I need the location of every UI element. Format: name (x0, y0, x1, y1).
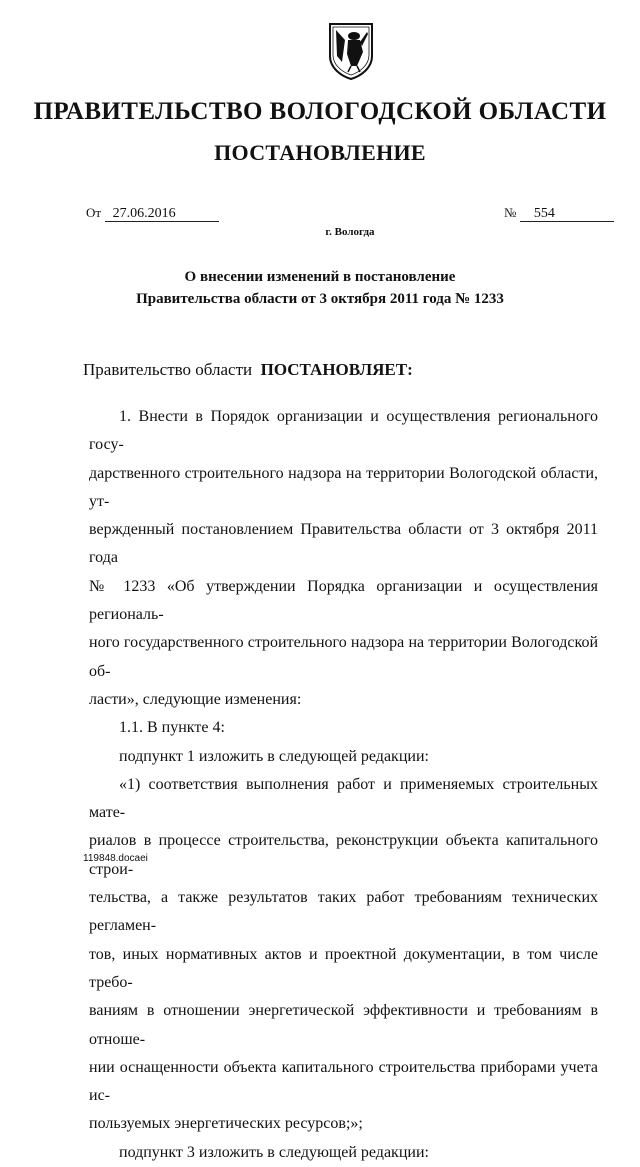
file-reference: 119848.docaei (83, 853, 148, 864)
body-line: дарственного строительного надзора на территории Вологодской области, ут- (89, 464, 598, 510)
document-date (86, 205, 219, 222)
coat-of-arms-emblem (327, 22, 375, 80)
body-line: нии оснащенности объекта капитального строительства приборами учета ис- (89, 1058, 598, 1105)
body-line: ного государственного строительного надзора на территории Вологодской об- (89, 634, 598, 680)
city-name: г. Вологда (325, 226, 375, 238)
body-line: «1) соответствия выполнения работ и применяемых строительных мате- (89, 775, 598, 822)
body-line: № 1233 «Об утверждении Порядка организации и осуществления региональ- (89, 577, 598, 624)
body-line: пользуемых энергетических ресурсов;»; (89, 1115, 363, 1133)
body-line: ласти», следующие изменения: (89, 690, 302, 708)
body-line: вержденный постановлением Правительства области от 3 октября 2011 года (89, 521, 598, 567)
body-line: тельства, а также результатов таких работ требованиям технических регламен- (89, 889, 598, 935)
body-line: ваниям в отношении энергетической эффективности и требованиям в отноше- (89, 1002, 598, 1048)
paragraph-3: подпункт 1 изложить в следующей редакции: (119, 747, 429, 765)
decree-verb: ПОСТАНОВЛЯЕТ: (260, 360, 413, 379)
date-value: 27.06.2016 (105, 206, 219, 222)
decree-statement (83, 360, 413, 380)
decree-lead: Правительство области (83, 360, 253, 379)
paragraph-5: подпункт 3 изложить в следующей редакции: (119, 1143, 429, 1161)
paragraph-1 (89, 403, 598, 714)
paragraph-2: 1.1. В пункте 4: (119, 719, 225, 737)
body-line: 1. Внести в Порядок организации и осуществления регионального госу- (89, 408, 598, 454)
number-prefix: № (504, 205, 517, 220)
government-title: ПРАВИТЕЛЬСТВО ВОЛОГОДСКОЙ ОБЛАСТИ (33, 98, 607, 125)
number-value: 554 (520, 206, 614, 222)
paragraph-4 (89, 771, 598, 1139)
document-type: ПОСТАНОВЛЕНИЕ (214, 140, 426, 165)
date-prefix: От (86, 205, 102, 220)
subject-line-2: Правительства области от 3 октября 2011 года № 1233 (136, 291, 504, 307)
document-number (504, 205, 614, 222)
body-line: тов, иных нормативных актов и проектной документации, в том числе требо- (89, 945, 598, 991)
body-line: риалов в процессе строительства, реконструкции объекта капитального строи- (89, 832, 598, 878)
document-body (89, 403, 598, 1167)
subject-line-1: О внесении изменений в постановление (184, 269, 456, 285)
